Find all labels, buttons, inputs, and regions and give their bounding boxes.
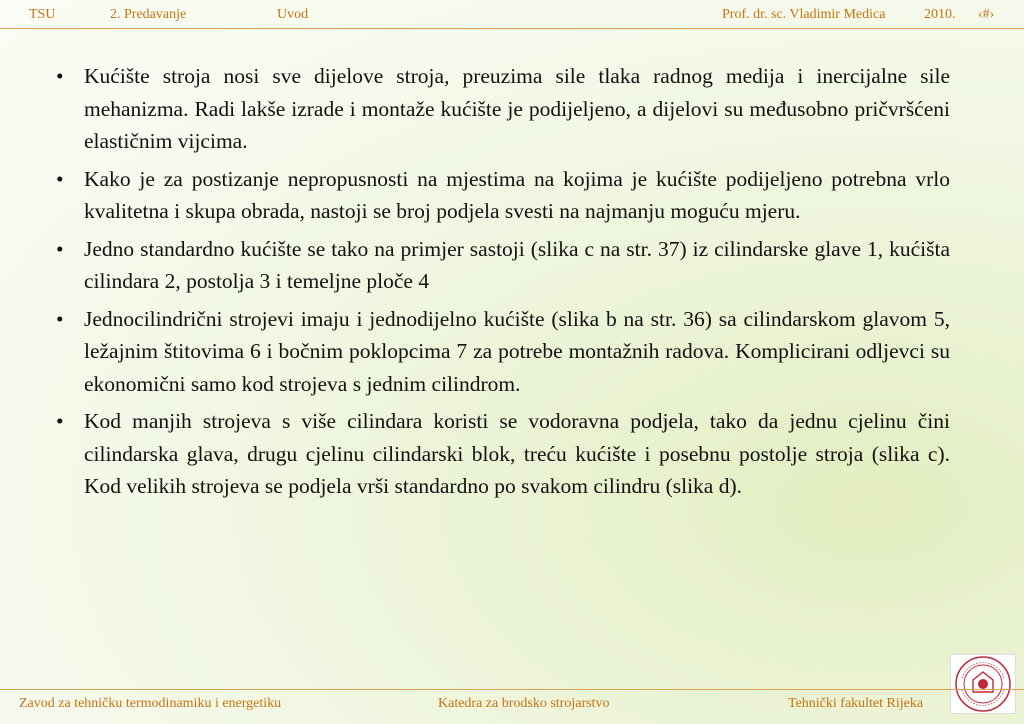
header-year: 2010.	[924, 7, 956, 22]
bullet-marker: •	[56, 166, 64, 191]
bullet-text: Jedno standardno kućište se tako na primjer sastoji (slika c na str. 37) iz cilindarske glave 1, kućišta cilindara 2, postolja 3 i temeljne ploče 4	[84, 236, 950, 293]
bullet-item	[56, 163, 950, 228]
slide-header	[0, 0, 1024, 30]
header-lecture: 2. Predavanje	[110, 7, 187, 22]
bullet-text: Kućište stroja nosi sve dijelove stroja, preuzima sile tlaka radnog medija i inercijalne sile mehanizma. Radi lakše izrade i montaže kućište je podijeljeno, a dijelovi su međusobno pričvršćeni elastičnim vijcima.	[84, 64, 950, 153]
bullet-marker: •	[56, 409, 64, 433]
header-topic: Uvod	[277, 7, 309, 22]
bullet-text: Kako je za postizanje nepropusnosti na mjestima na kojima je kućište podijeljeno potrebna vrlo kvalitetna i skupa obrada, nastoji se broj podjela svesti na najmanju moguću mjeru.	[84, 166, 950, 223]
header-course: TSU	[29, 7, 56, 22]
bullet-marker: •	[56, 236, 64, 261]
bullet-list	[56, 60, 950, 508]
footer-faculty: Tehnički fakultet Rijeka	[788, 696, 924, 711]
bullet-item	[56, 303, 950, 401]
header-author: Prof. dr. sc. Vladimir Medica	[722, 7, 886, 22]
footer-department: Katedra za brodsko strojarstvo	[438, 696, 610, 711]
bullet-marker: •	[56, 64, 64, 88]
bullet-text: Jednocilindrični strojevi imaju i jednodijelno kućište (slika b na str. 36) sa cilindarskom glavom 5, ležajnim štitovima 6 i bočnim poklopcima 7 za potrebe montažnih radova. Komplicirani odljevci su ekonomični samo kod strojeva s jednim cilindrom.	[84, 306, 950, 396]
bullet-item	[56, 405, 950, 503]
header-page-marker: ‹#›	[978, 7, 995, 22]
bullet-text: Kod manjih strojeva s više cilindara koristi se vodoravna podjela, tako da jednu cjelinu čini cilindarska glava, drugu cjelinu cilindarski blok, treću kućište i posebnu postolje stroja (slika c). Kod velikih strojeva se podjela vrši standardno po svakom cilindru (slika d).	[84, 409, 950, 498]
bullet-item	[56, 233, 950, 298]
bullet-marker: •	[56, 306, 64, 331]
header-rule	[0, 28, 1024, 29]
footer-rule	[0, 689, 1024, 690]
footer-institute: Zavod za tehničku termodinamiku i energetiku	[19, 696, 282, 711]
bullet-item	[56, 60, 950, 158]
slide-footer	[0, 692, 1024, 720]
